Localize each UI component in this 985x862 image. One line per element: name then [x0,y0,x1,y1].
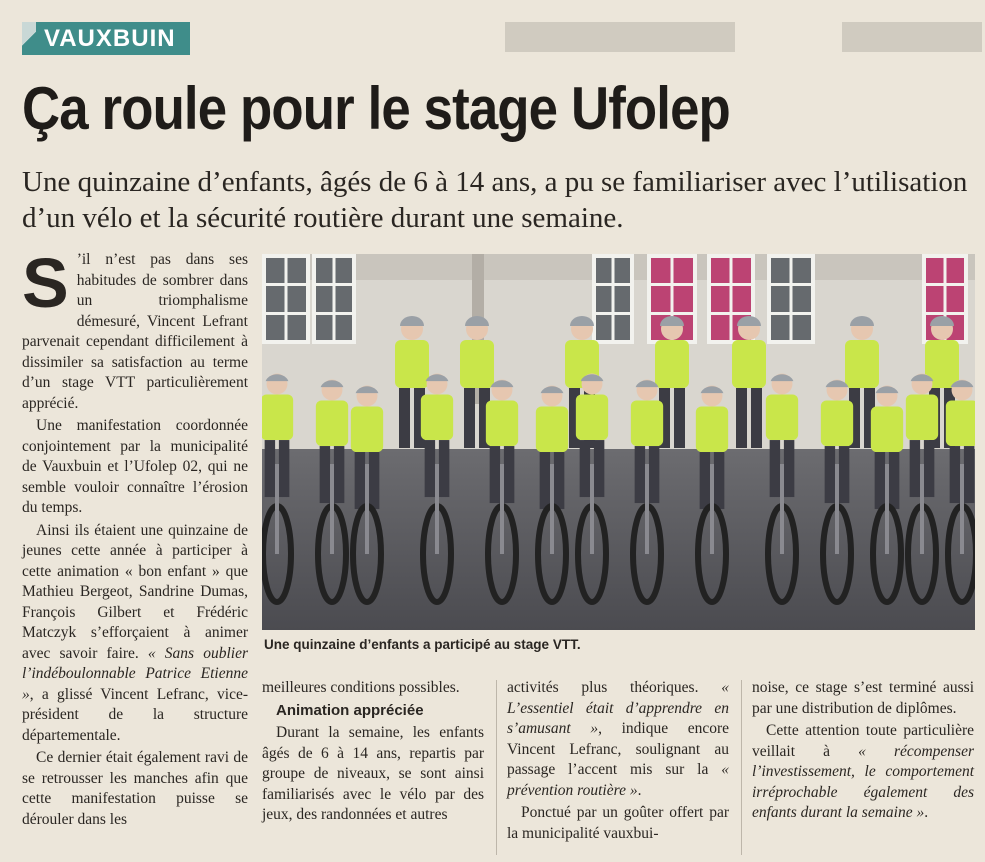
column-rule [496,680,497,855]
adjacent-page-bleed [505,22,735,52]
paragraph: Une manifestation coordonnée conjointement par la municipalité de Vauxbuin et l’Ufolep 02, qui ne semble vouloir connaître l’érosion du temps. [22,417,248,516]
paragraph: S ’il n’est pas dans ses habitudes de sombrer dans un triomphalisme démesuré, Vincent Lefrant parvenait cependant difficilement à dissimiler sa satisfaction au terme d’un stage VTT particulièrement apprécié. [22,244,248,412]
quote: « L’essentiel était d’apprendre en s’amusant » [507,679,729,737]
paragraph: meilleures conditions possibles. [262,679,460,696]
building-window [592,254,634,344]
article-column-2 [262,678,484,828]
photo-caption: Une quinzaine d’enfants a participé au stage VTT. [264,637,581,652]
group-photo-children-bikes [262,254,975,630]
paragraph: Durant la semaine, les enfants âgés de 6 à 14 ans, repartis par groupe de niveaux, se sont ainsi familiarisés avec le vélo par des jeux, des randonnées et autres [262,724,484,823]
building-window [767,254,815,344]
article-column-1 [22,244,248,832]
paragraph: Ce dernier était également ravi de se retrousser les manches afin que cette manifestation puisse se dérouler dans les [22,749,248,828]
article-column-4 [752,678,974,826]
building-window [262,254,310,344]
quote: « prévention routière » [507,761,729,799]
drop-cap: S [22,244,69,322]
article-column-3 [507,678,729,846]
section-kicker: VAUXBUIN [22,22,190,55]
paragraph: Cette attention toute particulière veillait à « récompenser l’investissement, le comportement irréprochable également des enfants durant la semaine ». [752,722,975,821]
headline: Ça roule pour le stage Ufolep [22,75,730,142]
paragraph: noise, ce stage s’est terminé aussi par une distribution de diplômes. [752,679,974,717]
adjacent-page-bleed [842,22,982,52]
paragraph: Ainsi ils étaient une quinzaine de jeunes cette année à participer à cette animation « bon enfant » que Mathieu Bergeot, Sandrine Dumas, François Gilbert et Frédéric Matczyk s’efforçaient à animer avec savoir faire. « Sans oublier l’indéboulonnable Patrice Etienne », a glissé Vincent Lefranc, vice-président de la structure départementale. [22,521,248,744]
building-window [312,254,356,344]
subheading: Animation appréciée [276,701,424,719]
paragraph: activités plus théoriques. « L’essentiel était d’apprendre en s’amusant », indique encore Vincent Lefranc, soulignant au passage l’accent mis sur la « prévention routière ». [507,679,729,799]
quote: « Sans oublier l’indéboulonnable Patrice Etienne » [22,644,248,703]
column-rule [741,680,742,855]
quote: « récompenser l’investissement, le comportement irréprochable également des enfants durant la semaine » [752,742,975,821]
paragraph: Ponctué par un goûter offert par la municipalité vauxbui- [507,804,729,842]
article-photo [262,254,975,630]
standfirst: Une quinzaine d’enfants, âgés de 6 à 14 ans, a pu se familiariser avec l’utilisation d’un vélo et la sécurité routière durant une semaine. [22,166,968,234]
